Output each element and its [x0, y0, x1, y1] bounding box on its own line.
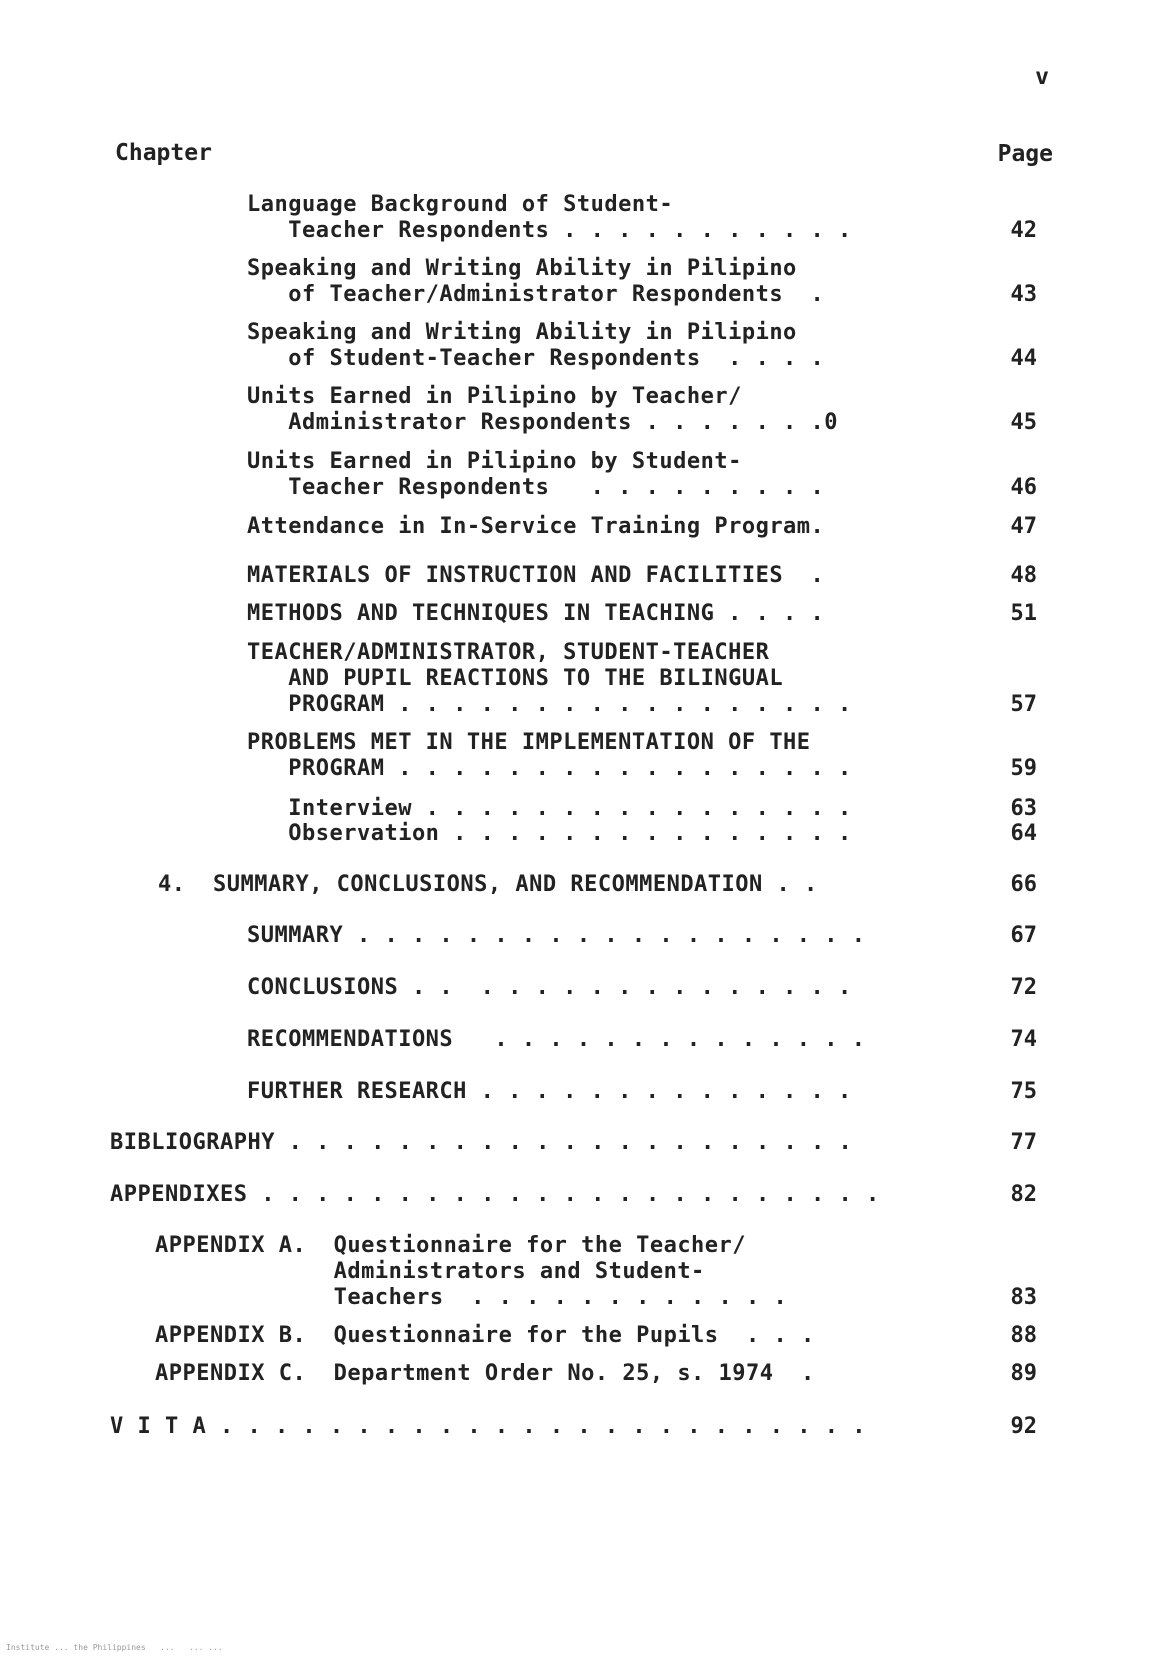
toc-entry-line: TEACHER/ADMINISTRATOR, STUDENT-TEACHER	[247, 640, 770, 665]
toc-entry-line: of Teacher/Administrator Respondents .	[247, 282, 825, 307]
toc-entry-line: PROGRAM . . . . . . . . . . . . . . . . .	[247, 756, 852, 781]
toc-page-number: 47	[1010, 514, 1037, 539]
toc-entry-line: MATERIALS OF INSTRUCTION AND FACILITIES .	[247, 563, 825, 588]
toc-page-number: 44	[1010, 346, 1037, 371]
toc-entry-line: FURTHER RESEARCH . . . . . . . . . . . . . .	[247, 1079, 852, 1104]
toc-page-number: 63	[1010, 796, 1037, 821]
toc-entry-line: V I T A . . . . . . . . . . . . . . . . . . . . . . . .	[110, 1414, 866, 1439]
toc-page-number: 64	[1010, 821, 1037, 846]
toc-entry-line: PROBLEMS MET IN THE IMPLEMENTATION OF THE	[247, 730, 811, 755]
toc-entry-line: APPENDIX A. Questionnaire for the Teacher/	[155, 1233, 747, 1258]
toc-page-number: 92	[1010, 1414, 1037, 1439]
toc-entry-line: Attendance in In-Service Training Program.	[247, 514, 825, 539]
toc-entry-line: AND PUPIL REACTIONS TO THE BILINGUAL	[247, 666, 784, 691]
toc-entry-line: Teacher Respondents . . . . . . . . . . .	[247, 218, 852, 243]
toc-entry-line: METHODS AND TECHNIQUES IN TEACHING . . . .	[247, 601, 825, 626]
toc-page-number: 51	[1010, 601, 1037, 626]
toc-page-number: 83	[1010, 1285, 1037, 1310]
chapter-column-header: Chapter	[115, 140, 212, 166]
toc-page-number: 75	[1010, 1079, 1037, 1104]
toc-entry-line: Administrators and Student-	[155, 1259, 705, 1284]
toc-page-number: 66	[1010, 872, 1037, 897]
toc-page-number: 72	[1010, 975, 1037, 1000]
toc-entry-line: APPENDIXES . . . . . . . . . . . . . . . . . . . . . . .	[110, 1182, 880, 1207]
toc-entry-line: Units Earned in Pilipino by Teacher/	[247, 384, 742, 409]
toc-page-number: 77	[1010, 1130, 1037, 1155]
toc-entry-line: Interview . . . . . . . . . . . . . . . .	[247, 796, 852, 821]
toc-entry-line: SUMMARY . . . . . . . . . . . . . . . . . . .	[247, 923, 866, 948]
toc-page-number: 57	[1010, 692, 1037, 717]
toc-page-number: 89	[1010, 1361, 1037, 1386]
toc-entry-line: Speaking and Writing Ability in Pilipino	[247, 320, 797, 345]
toc-entry-line: Administrator Respondents . . . . . . .0	[247, 410, 839, 435]
toc-page-number: 46	[1010, 475, 1037, 500]
toc-page-number: 42	[1010, 218, 1037, 243]
toc-page-number: 59	[1010, 756, 1037, 781]
toc-entry-line: RECOMMENDATIONS . . . . . . . . . . . . . .	[247, 1027, 866, 1052]
toc-entry-line: APPENDIX B. Questionnaire for the Pupils . . .	[155, 1323, 815, 1348]
toc-page-number: 82	[1010, 1182, 1037, 1207]
toc-entry-line: CONCLUSIONS . . . . . . . . . . . . . . . .	[247, 975, 852, 1000]
toc-entry-line: Teachers . . . . . . . . . . . .	[155, 1285, 788, 1310]
toc-page-number: 43	[1010, 282, 1037, 307]
toc-page-number: 45	[1010, 410, 1037, 435]
toc-entry-line: 4. SUMMARY, CONCLUSIONS, AND RECOMMENDATION . .	[158, 872, 818, 897]
toc-entry-line: PROGRAM . . . . . . . . . . . . . . . . .	[247, 692, 852, 717]
toc-entry-line: Language Background of Student-	[247, 192, 674, 217]
page-column-header: Page	[997, 141, 1053, 167]
toc-entry-line: Units Earned in Pilipino by Student-	[247, 449, 742, 474]
toc-entry-line: BIBLIOGRAPHY . . . . . . . . . . . . . . . . . . . . .	[110, 1130, 853, 1155]
roman-page-number: v	[1035, 64, 1049, 90]
toc-page-number: 48	[1010, 563, 1037, 588]
toc-entry-line: APPENDIX C. Department Order No. 25, s. 1974 .	[155, 1361, 815, 1386]
toc-page-number: 88	[1010, 1323, 1037, 1348]
toc-entry-line: Teacher Respondents . . . . . . . . .	[247, 475, 825, 500]
toc-entry-line: Observation . . . . . . . . . . . . . . .	[247, 821, 852, 846]
toc-entry-line: of Student-Teacher Respondents . . . .	[247, 346, 825, 371]
toc-entry-line: Speaking and Writing Ability in Pilipino	[247, 256, 797, 281]
toc-page-number: 74	[1010, 1027, 1037, 1052]
scan-footer: Institute ... the Philippines ... ... ...	[6, 1643, 223, 1652]
toc-page-number: 67	[1010, 923, 1037, 948]
